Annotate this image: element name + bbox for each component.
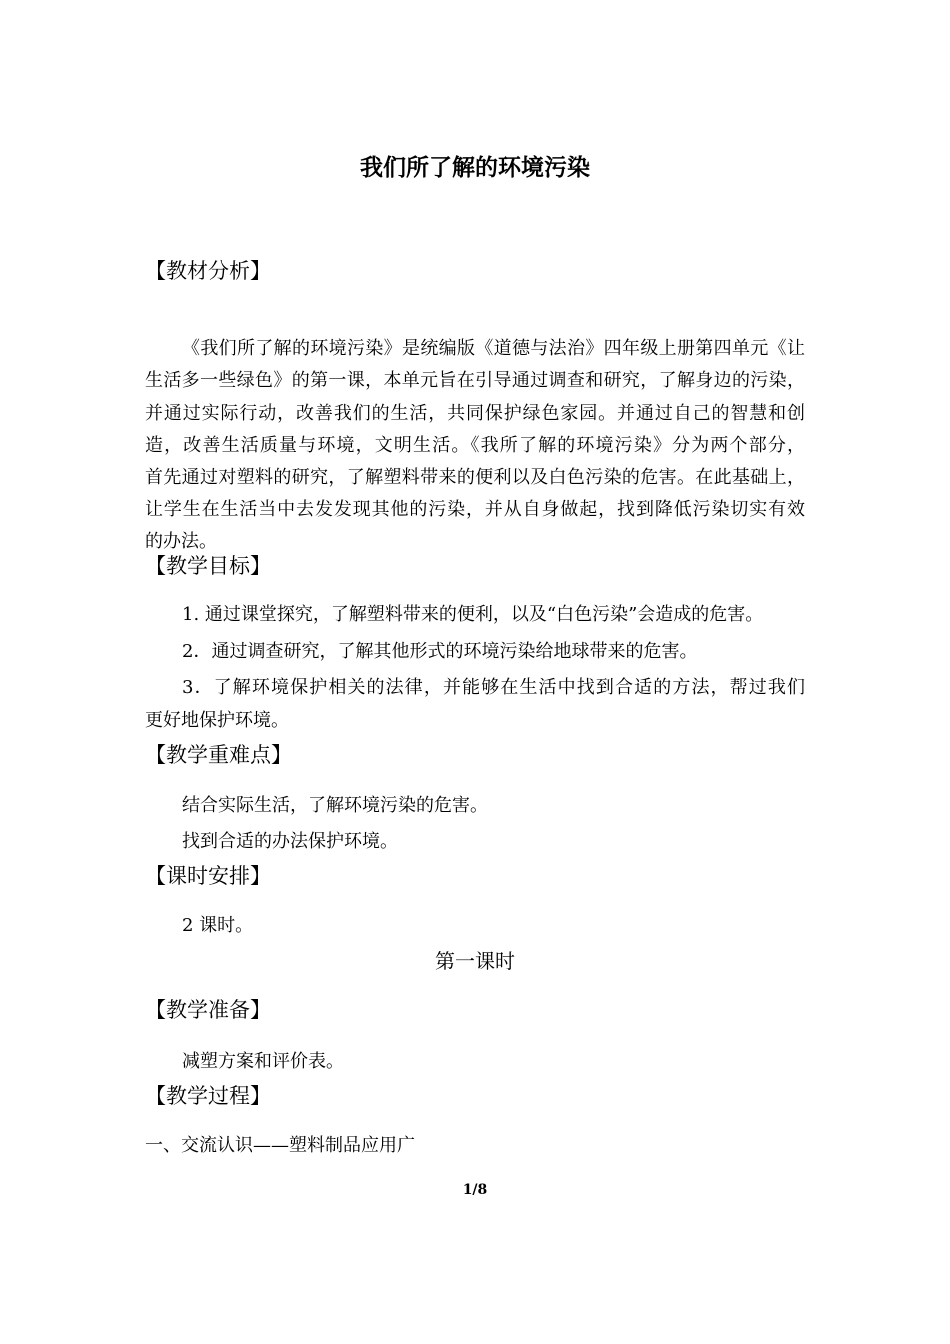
section-heading-schedule: 【课时安排】	[145, 864, 271, 888]
analysis-line-1: 《我们所了解的环境污染》是统编版《道德与法治》四年级上册第四单元《让	[182, 338, 805, 359]
analysis-line-2: 生活多一些绿色》的第一课，本单元旨在引导通过调查和研究，了解身边的污染，	[145, 370, 805, 391]
analysis-line-3: 并通过实际行动，改善我们的生活，共同保护绿色家园。并通过自己的智慧和创	[145, 403, 805, 424]
goal-item-2: 2．通过调查研究，了解其他形式的环境污染给地球带来的危害。	[182, 641, 698, 662]
section-heading-key-points: 【教学重难点】	[145, 743, 292, 767]
section-heading-goals: 【教学目标】	[145, 554, 271, 578]
section-heading-analysis: 【教材分析】	[145, 259, 271, 283]
key-point-item-2: 找到合适的办法保护环境。	[182, 831, 398, 852]
analysis-line-6: 让学生在生活当中去发发现其他的污染，并从自身做起，找到降低污染切实有效	[145, 499, 805, 520]
process-step-1: 一、交流认识——塑料制品应用广	[145, 1135, 415, 1156]
analysis-line-4: 造，改善生活质量与环境，文明生活。《我所了解的环境污染》分为两个部分，	[145, 435, 805, 456]
section-heading-process: 【教学过程】	[145, 1084, 271, 1108]
analysis-line-7: 的办法。	[145, 531, 217, 552]
goal-item-3-cont: 更好地保护环境。	[145, 710, 289, 731]
page-title: 我们所了解的环境污染	[360, 154, 590, 181]
goal-item-1: 1. 通过课堂探究，了解塑料带来的便利，以及“白色污染”会造成的危害。	[182, 604, 764, 625]
analysis-line-5: 首先通过对塑料的研究，了解塑料带来的便利以及白色污染的危害。在此基础上，	[145, 467, 805, 488]
lesson-title: 第一课时	[435, 949, 515, 973]
page-number: 1/8	[462, 1182, 488, 1198]
schedule-text: 2 课时。	[182, 915, 254, 936]
preparation-text: 减塑方案和评价表。	[182, 1051, 344, 1072]
goal-item-3: 3．了解环境保护相关的法律，并能够在生活中找到合适的方法，帮过我们	[182, 677, 805, 698]
key-point-item-1: 结合实际生活，了解环境污染的危害。	[182, 795, 488, 816]
section-heading-preparation: 【教学准备】	[145, 998, 271, 1022]
